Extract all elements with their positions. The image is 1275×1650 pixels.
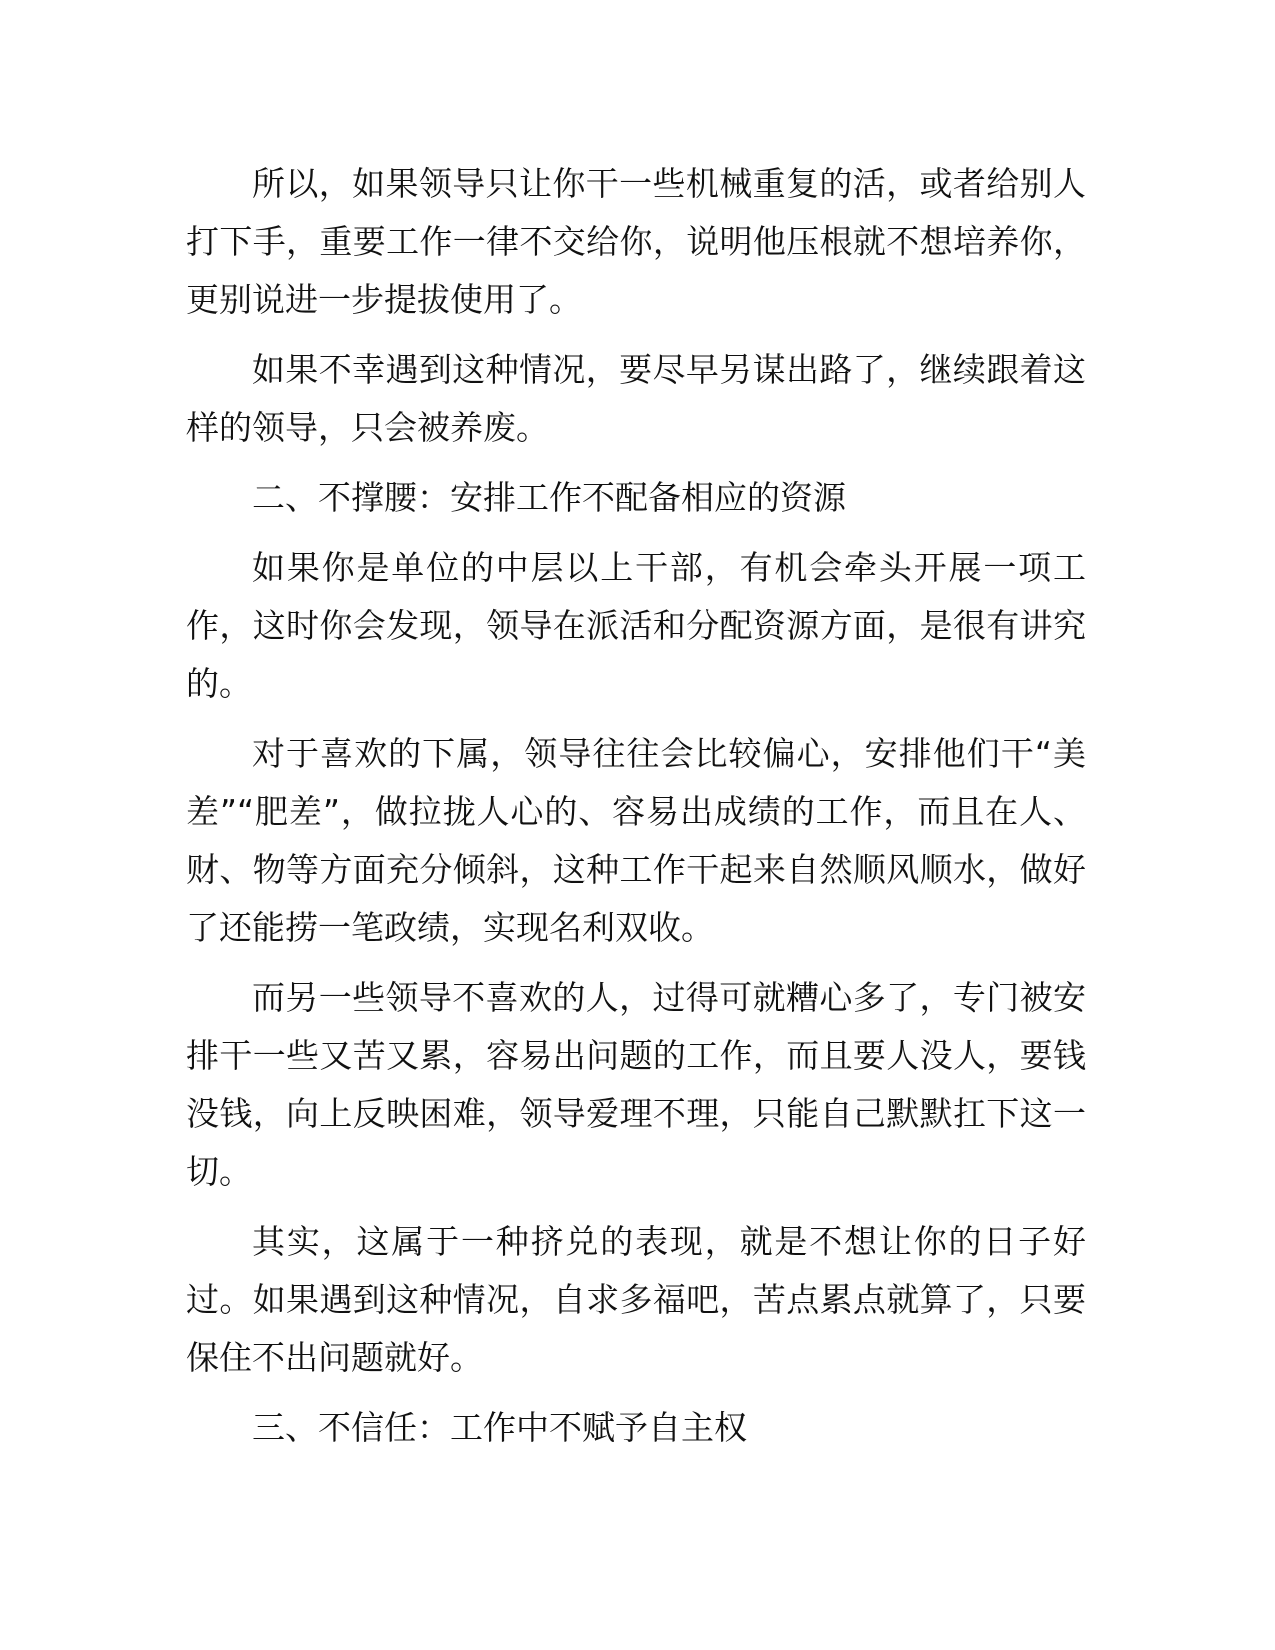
paragraph: 如果你是单位的中层以上干部，有机会牵头开展一项工作，这时你会发现，领导在派活和分配资源方面，是很有讲究的。	[186, 548, 1086, 703]
paragraph: 所以，如果领导只让你干一些机械重复的活，或者给别人打下手，重要工作一律不交给你，说明他压根就不想培养你，更别说进一步提拔使用了。	[186, 164, 1086, 319]
paragraph: 如果不幸遇到这种情况，要尽早另谋出路了，继续跟着这样的领导，只会被养废。	[186, 350, 1086, 447]
paragraph: 对于喜欢的下属，领导往往会比较偏心，安排他们干“美差”“肥差”，做拉拢人心的、容易出成绩的工作，而且在人、财、物等方面充分倾斜，这种工作干起来自然顺风顺水，做好了还能捞一笔政绩，实现名利双收。	[186, 734, 1086, 947]
paragraph: 而另一些领导不喜欢的人，过得可就糟心多了，专门被安排干一些又苦又累，容易出问题的工作，而且要人没人，要钱没钱，向上反映困难，领导爱理不理，只能自己默默扛下这一切。	[186, 978, 1086, 1191]
section-heading: 二、不撑腰：安排工作不配备相应的资源	[252, 478, 846, 517]
section-heading: 三、不信任：工作中不赋予自主权	[252, 1408, 747, 1447]
document-body	[186, 155, 1086, 1469]
paragraph: 其实，这属于一种挤兑的表现，就是不想让你的日子好过。如果遇到这种情况，自求多福吧，苦点累点就算了，只要保住不出问题就好。	[186, 1222, 1086, 1377]
